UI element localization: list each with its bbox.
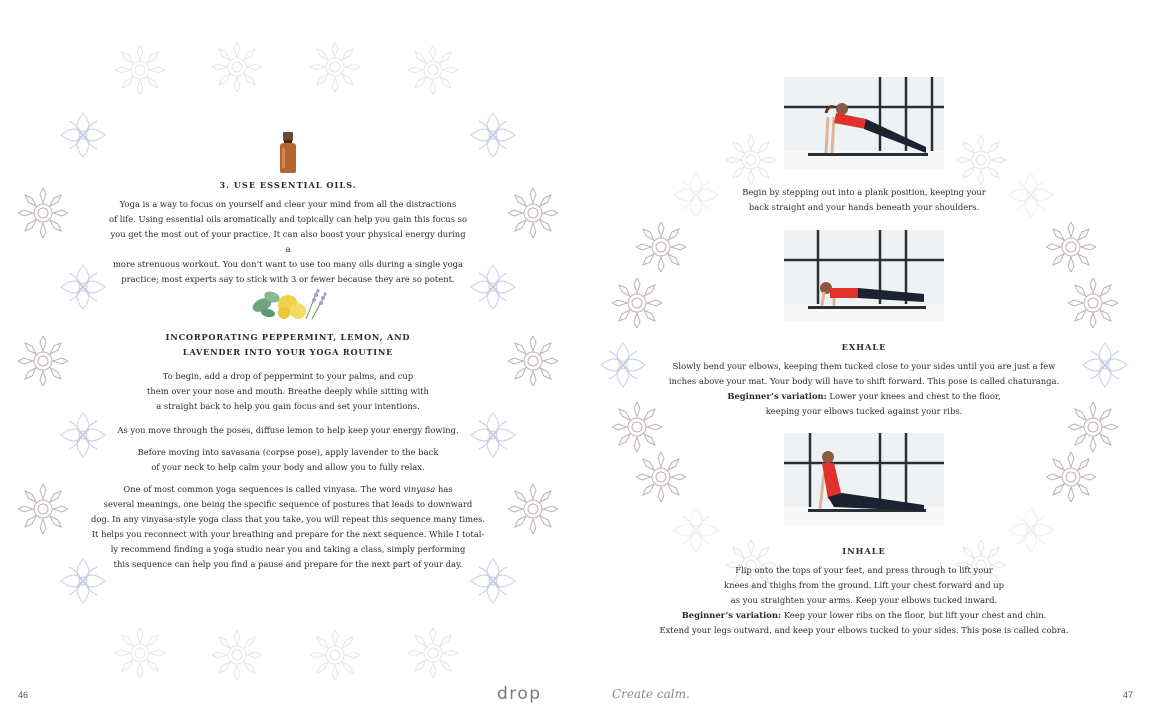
intro-line: Yoga is a way to focus on yourself and clear your mind from all the distractions <box>119 199 457 209</box>
mandala-ornament-icon <box>612 278 662 328</box>
mandala-ornament-icon <box>636 452 686 502</box>
brand-logo: drop <box>497 684 542 704</box>
herbs-lemon-illustration-icon <box>248 285 330 323</box>
tagline: Create calm. <box>612 687 690 701</box>
mandala-ornament-icon <box>508 484 558 534</box>
lavender-line: Before moving into savasana (corpse pose), apply lavender to the back <box>137 447 439 457</box>
page-number: 46 <box>18 690 29 700</box>
mandala-ornament-icon <box>956 135 1006 185</box>
vinyasa-line: It helps you reconnect with your breathing and prepare for the next sequence. While I total- <box>91 529 485 539</box>
lotus-ornament-icon <box>1080 340 1130 390</box>
vinyasa-line <box>88 482 488 497</box>
essential-oil-bottle-icon <box>277 132 299 174</box>
mandala-ornament-icon <box>636 222 686 272</box>
mandala-ornament-icon <box>1046 452 1096 502</box>
mandala-ornament-icon <box>18 336 68 386</box>
subheading-line: INCORPORATING PEPPERMINT, LEMON, AND <box>165 332 411 342</box>
mandala-ornament-icon <box>115 628 165 678</box>
plank-pose-photo <box>784 77 944 169</box>
mandala-ornament-icon <box>508 336 558 386</box>
intro-line: more strenuous workout. You don’t want to use too many oils during a single yoga <box>112 259 464 269</box>
inhale-line: Flip onto the tops of your feet, and press through to lift your <box>735 565 993 575</box>
exhale-variation <box>654 389 1074 404</box>
right-page <box>576 0 1152 720</box>
lotus-ornament-icon <box>598 340 648 390</box>
plank-caption-line: Begin by stepping out into a plank position, keeping your <box>742 187 986 197</box>
vinyasa-text: has <box>435 484 453 494</box>
mandala-ornament-icon <box>212 630 262 680</box>
inhale-variation <box>654 608 1074 623</box>
routine-section <box>88 330 488 572</box>
exhale-heading: EXHALE <box>841 342 887 352</box>
cobra-pose-photo <box>784 433 944 525</box>
lotus-ornament-icon <box>468 110 518 160</box>
mandala-ornament-icon <box>1046 222 1096 272</box>
chaturanga-pose-photo <box>784 230 944 322</box>
mandala-ornament-icon <box>310 42 360 92</box>
inhale-line: as you straighten your arms. Keep your elbows tucked inward. <box>730 595 998 605</box>
lotus-ornament-icon <box>58 110 108 160</box>
mandala-ornament-icon <box>115 45 165 95</box>
plank-caption <box>664 185 1064 215</box>
variation-label: Beginner’s variation: <box>727 391 827 401</box>
vinyasa-text: One of most common yoga sequences is called vinyasa. The word <box>123 484 404 494</box>
inhale-line: knees and thighs from the ground. Lift your chest forward and up <box>724 580 1004 590</box>
mandala-ornament-icon <box>408 45 458 95</box>
inhale-section <box>654 544 1074 638</box>
mandala-ornament-icon <box>18 188 68 238</box>
vinyasa-line: this sequence can help you find a pause and prepare for the next part of your day. <box>113 559 463 569</box>
peppermint-line: them over your nose and mouth. Breathe deeply while sitting with <box>147 386 429 396</box>
page-number: 47 <box>1123 690 1134 700</box>
lotus-ornament-icon <box>58 262 108 312</box>
variation-label: Beginner’s variation: <box>681 610 782 620</box>
essential-oils-section <box>108 178 468 287</box>
intro-line: of life. Using essential oils aromatically and topically can help you gain this focus so <box>108 214 467 224</box>
intro-line: practice; most experts say to stick with 3 or fewer because they are so potent. <box>121 274 455 284</box>
mandala-ornament-icon <box>212 42 262 92</box>
peppermint-line: To begin, add a drop of peppermint to your palms, and cup <box>162 371 414 381</box>
exhale-line: inches above your mat. Your body will have to shift forward. This pose is called chaturanga. <box>668 376 1060 386</box>
variation-text: Lower your knees and chest to the floor, <box>826 391 1001 401</box>
exhale-line: keeping your elbows tucked against your ribs. <box>765 406 963 416</box>
mandala-ornament-icon <box>310 630 360 680</box>
intro-line: you get the most out of your practice. It can also boost your physical energy during a <box>110 229 466 254</box>
inhale-line: Extend your legs outward, and keep your elbows tucked to your sides. This pose is called cobra. <box>659 625 1069 635</box>
vinyasa-line: ly recommend finding a yoga studio near you and taking a class, simply performing <box>110 544 466 554</box>
vinyasa-line: dog. In any vinyasa-style yoga class that you take, you will repeat this sequence many times. <box>91 514 485 524</box>
variation-text: Keep your lower ribs on the floor, but lift your chest and chin. <box>781 610 1047 620</box>
mandala-ornament-icon <box>1068 402 1118 452</box>
exhale-section <box>654 340 1074 419</box>
exhale-line: Slowly bend your elbows, keeping them tucked close to your sides until you are just a few <box>672 361 1056 371</box>
mandala-ornament-icon <box>508 188 558 238</box>
vinyasa-line: several meanings, one being the specific sequence of postures that leads to downward <box>103 499 473 509</box>
lemon-line: As you move through the poses, diffuse lemon to help keep your energy flowing. <box>117 425 459 435</box>
section-heading: 3. USE ESSENTIAL OILS. <box>219 180 357 190</box>
vinyasa-italic: vinyasa <box>403 484 436 494</box>
peppermint-line: a straight back to help you gain focus and set your intentions. <box>156 401 420 411</box>
plank-caption-line: back straight and your hands beneath your shoulders. <box>748 202 980 212</box>
mandala-ornament-icon <box>408 628 458 678</box>
mandala-ornament-icon <box>18 484 68 534</box>
lavender-line: of your neck to help calm your body and allow you to fully relax. <box>151 462 425 472</box>
subheading-line: LAVENDER INTO YOUR YOGA ROUTINE <box>182 347 394 357</box>
mandala-ornament-icon <box>726 135 776 185</box>
inhale-heading: INHALE <box>842 546 886 556</box>
lotus-ornament-icon <box>468 262 518 312</box>
mandala-ornament-icon <box>1068 278 1118 328</box>
